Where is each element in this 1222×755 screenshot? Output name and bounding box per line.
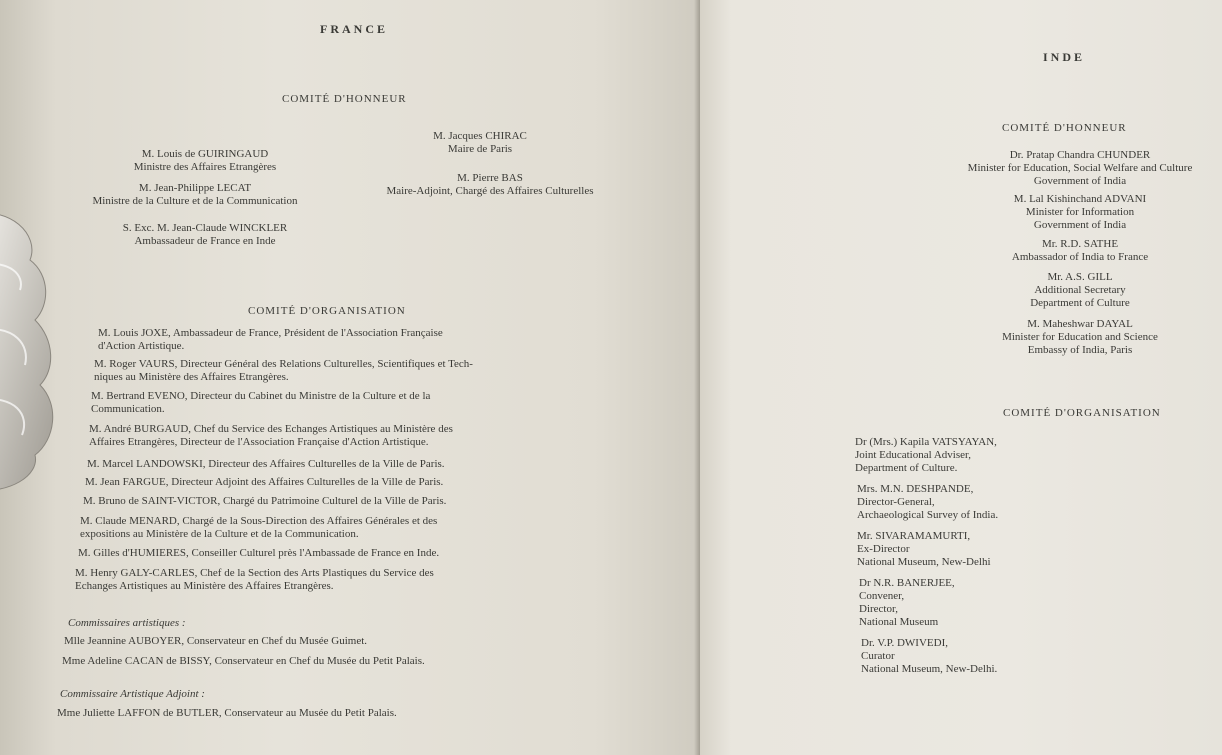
- france-honneur-entry: M. Jean-Philippe LECAT Ministre de la Culture et de la Communication: [92, 182, 298, 207]
- france-organisation-entry: M. Bertrand EVENO, Directeur du Cabinet du Ministre de la Culture et de la Communication.: [91, 390, 431, 415]
- inde-honneur-entry: Dr. Pratap Chandra CHUNDER Minister for Education, Social Welfare and Culture Government of India: [967, 149, 1193, 187]
- inde-organisation-entry: Dr N.R. BANERJEE, Convener, Director, National Museum: [859, 577, 955, 628]
- inde-honneur-entry: M. Lal Kishinchand ADVANI Minister for Information Government of India: [1013, 193, 1147, 231]
- mother-of-pearl-ornament: [0, 205, 65, 495]
- commissaires-heading: Commissaires artistiques :: [68, 617, 186, 629]
- france-organisation-entry: M. André BURGAUD, Chef du Service des Echanges Artistiques au Ministère des Affaires Etrangères, Directeur de l'Association Française d'Action Artistique.: [89, 423, 453, 448]
- inde-honneur-entry: Mr. A.S. GILL Additional Secretary Department of Culture: [1030, 271, 1130, 309]
- inde-organisation-heading: COMITÉ D'ORGANISATION: [1003, 407, 1161, 419]
- inde-organisation-entry: Mrs. M.N. DESHPANDE, Director-General, Archaeological Survey of India.: [857, 483, 999, 521]
- france-organisation-heading: COMITÉ D'ORGANISATION: [248, 305, 406, 317]
- adjoint-entry: Mme Juliette LAFFON de BUTLER, Conservateur au Musée du Petit Palais.: [57, 707, 397, 719]
- inde-honneur-entry: M. Maheshwar DAYAL Minister for Education and Science Embassy of India, Paris: [1002, 318, 1158, 356]
- france-honneur-entry: M. Jacques CHIRAC Maire de Paris: [433, 130, 527, 155]
- commissaire-entry: Mlle Jeannine AUBOYER, Conservateur en Chef du Musée Guimet.: [64, 635, 368, 647]
- right-page-inde: [700, 0, 1222, 755]
- france-honneur-entry: M. Pierre BAS Maire-Adjoint, Chargé des Affaires Culturelles: [386, 172, 594, 197]
- inde-organisation-entry: Mr. SIVARAMAMURTI, Ex-Director National Museum, New-Delhi: [857, 530, 991, 568]
- inde-title: INDE: [1043, 50, 1086, 64]
- france-title: FRANCE: [320, 22, 388, 36]
- france-organisation-entry: M. Roger VAURS, Directeur Général des Relations Culturelles, Scientifiques et Tech- niques au Ministère des Affaires Etrangères.: [94, 358, 473, 383]
- inde-organisation-entry: Dr. V.P. DWIVEDI, Curator National Museum, New-Delhi.: [861, 637, 998, 675]
- france-honneur-heading: COMITÉ D'HONNEUR: [282, 93, 407, 105]
- inde-organisation-entry: Dr (Mrs.) Kapila VATSYAYAN, Joint Educational Adviser, Department of Culture.: [855, 436, 997, 474]
- france-organisation-entry: M. Henry GALY-CARLES, Chef de la Section des Arts Plastiques du Service des Echanges Artistiques au Ministère des Affaires Etrangères.: [75, 567, 434, 592]
- france-organisation-entry: M. Claude MENARD, Chargé de la Sous-Direction des Affaires Générales et des expositions au Ministère de la Culture et de la Communication.: [80, 515, 438, 540]
- france-organisation-entry: M. Jean FARGUE, Directeur Adjoint des Affaires Culturelles de la Ville de Paris.: [85, 476, 444, 488]
- commissaire-entry: Mme Adeline CACAN de BISSY, Conservateur en Chef du Musée du Petit Palais.: [62, 655, 425, 667]
- france-organisation-entry: M. Louis JOXE, Ambassadeur de France, Président de l'Association Française d'Action Artistique.: [98, 327, 443, 352]
- inde-honneur-heading: COMITÉ D'HONNEUR: [1002, 122, 1127, 134]
- france-organisation-entry: M. Gilles d'HUMIERES, Conseiller Culturel près l'Ambassade de France en Inde.: [78, 547, 440, 559]
- inde-honneur-entry: Mr. R.D. SATHE Ambassador of India to France: [1011, 238, 1149, 263]
- france-organisation-entry: M. Bruno de SAINT-VICTOR, Chargé du Patrimoine Culturel de la Ville de Paris.: [83, 495, 447, 507]
- adjoint-heading: Commissaire Artistique Adjoint :: [60, 688, 205, 700]
- france-honneur-entry: M. Louis de GUIRINGAUD Ministre des Affaires Etrangères: [133, 148, 277, 173]
- france-honneur-entry: S. Exc. M. Jean-Claude WINCKLER Ambassadeur de France en Inde: [122, 222, 288, 247]
- france-organisation-entry: M. Marcel LANDOWSKI, Directeur des Affaires Culturelles de la Ville de Paris.: [87, 458, 445, 470]
